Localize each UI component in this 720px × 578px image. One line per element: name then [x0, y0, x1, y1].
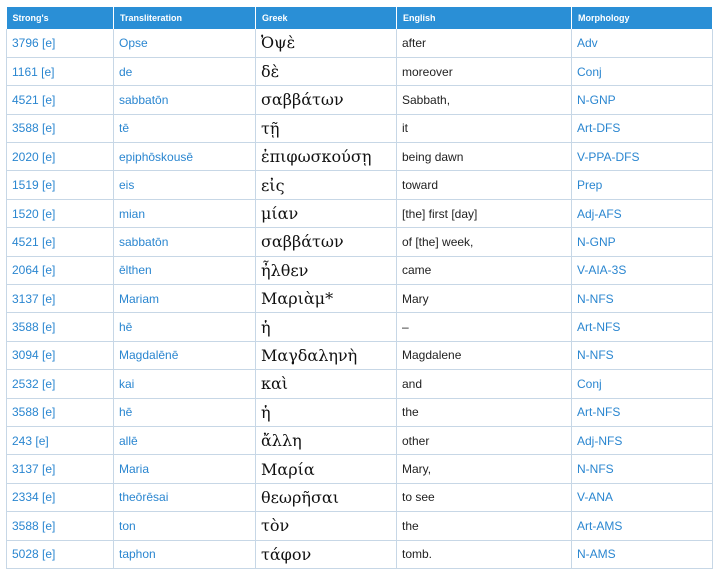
morphology-link[interactable]: Conj — [572, 57, 713, 85]
greek-word: εἰς — [256, 171, 397, 199]
transliteration-link[interactable]: sabbatōn — [114, 228, 256, 256]
english-gloss: toward — [397, 171, 572, 199]
strongs-link[interactable]: 2334 [e] — [7, 483, 114, 511]
english-gloss: to see — [397, 483, 572, 511]
table-row — [7, 426, 713, 454]
transliteration-link[interactable]: Maria — [114, 455, 256, 483]
transliteration-link[interactable]: Magdalēnē — [114, 341, 256, 369]
greek-word: ἄλλη — [256, 426, 397, 454]
transliteration-link[interactable]: ēlthen — [114, 256, 256, 284]
table-row — [7, 285, 713, 313]
table-row — [7, 313, 713, 341]
english-gloss: the — [397, 512, 572, 540]
header-english: English — [397, 7, 572, 29]
english-gloss: being dawn — [397, 143, 572, 171]
strongs-link[interactable]: 243 [e] — [7, 426, 114, 454]
table-row — [7, 540, 713, 568]
table-row — [7, 143, 713, 171]
transliteration-link[interactable]: tē — [114, 114, 256, 142]
english-gloss: [the] first [day] — [397, 199, 572, 227]
english-gloss: Magdalene — [397, 341, 572, 369]
greek-word: Μαριὰμ* — [256, 285, 397, 313]
english-gloss: other — [397, 426, 572, 454]
morphology-link[interactable]: N-NFS — [572, 341, 713, 369]
greek-word: σαββάτων — [256, 86, 397, 114]
morphology-link[interactable]: Art-AMS — [572, 512, 713, 540]
greek-word: Μαγδαληνὴ — [256, 341, 397, 369]
morphology-link[interactable]: V-AIA-3S — [572, 256, 713, 284]
strongs-link[interactable]: 2532 [e] — [7, 370, 114, 398]
greek-word: τάφον — [256, 540, 397, 568]
greek-word: τῇ — [256, 114, 397, 142]
transliteration-link[interactable]: mian — [114, 199, 256, 227]
english-gloss: – — [397, 313, 572, 341]
morphology-link[interactable]: N-NFS — [572, 455, 713, 483]
transliteration-link[interactable]: Opse — [114, 29, 256, 57]
table-row — [7, 512, 713, 540]
header-greek: Greek — [256, 7, 397, 29]
table-row — [7, 398, 713, 426]
table-row — [7, 256, 713, 284]
transliteration-link[interactable]: allē — [114, 426, 256, 454]
english-gloss: after — [397, 29, 572, 57]
transliteration-link[interactable]: de — [114, 57, 256, 85]
strongs-link[interactable]: 4521 [e] — [7, 86, 114, 114]
greek-word: δὲ — [256, 57, 397, 85]
strongs-link[interactable]: 3137 [e] — [7, 455, 114, 483]
morphology-link[interactable]: Adv — [572, 29, 713, 57]
greek-word: ἦλθεν — [256, 256, 397, 284]
morphology-link[interactable]: Prep — [572, 171, 713, 199]
strongs-link[interactable]: 3588 [e] — [7, 512, 114, 540]
greek-word: μίαν — [256, 199, 397, 227]
strongs-link[interactable]: 1520 [e] — [7, 199, 114, 227]
english-gloss: Sabbath, — [397, 86, 572, 114]
table-row — [7, 114, 713, 142]
greek-word: ἡ — [256, 398, 397, 426]
greek-word: ἐπιφωσκούσῃ — [256, 143, 397, 171]
greek-word: τὸν — [256, 512, 397, 540]
transliteration-link[interactable]: hē — [114, 313, 256, 341]
morphology-link[interactable]: N-NFS — [572, 285, 713, 313]
english-gloss: and — [397, 370, 572, 398]
strongs-link[interactable]: 3588 [e] — [7, 114, 114, 142]
strongs-link[interactable]: 2020 [e] — [7, 143, 114, 171]
table-row — [7, 370, 713, 398]
greek-word: σαββάτων — [256, 228, 397, 256]
english-gloss: it — [397, 114, 572, 142]
strongs-link[interactable]: 1161 [e] — [7, 57, 114, 85]
transliteration-link[interactable]: kai — [114, 370, 256, 398]
morphology-link[interactable]: Adj-AFS — [572, 199, 713, 227]
table-header — [7, 7, 713, 29]
morphology-link[interactable]: N-AMS — [572, 540, 713, 568]
strongs-link[interactable]: 3094 [e] — [7, 341, 114, 369]
morphology-link[interactable]: V-PPA-DFS — [572, 143, 713, 171]
header-morphology: Morphology — [572, 7, 713, 29]
strongs-link[interactable]: 2064 [e] — [7, 256, 114, 284]
morphology-link[interactable]: Adj-NFS — [572, 426, 713, 454]
morphology-link[interactable]: Art-NFS — [572, 398, 713, 426]
strongs-link[interactable]: 1519 [e] — [7, 171, 114, 199]
english-gloss: of [the] week, — [397, 228, 572, 256]
english-gloss: tomb. — [397, 540, 572, 568]
greek-word: ἡ — [256, 313, 397, 341]
strongs-link[interactable]: 3137 [e] — [7, 285, 114, 313]
table-row — [7, 57, 713, 85]
table-row — [7, 29, 713, 57]
morphology-link[interactable]: Art-DFS — [572, 114, 713, 142]
strongs-link[interactable]: 3588 [e] — [7, 398, 114, 426]
transliteration-link[interactable]: hē — [114, 398, 256, 426]
transliteration-link[interactable]: Mariam — [114, 285, 256, 313]
english-gloss: the — [397, 398, 572, 426]
strongs-link[interactable]: 4521 [e] — [7, 228, 114, 256]
greek-word: θεωρῆσαι — [256, 483, 397, 511]
header-transliteration: Transliteration — [114, 7, 256, 29]
morphology-link[interactable]: Art-NFS — [572, 313, 713, 341]
transliteration-link[interactable]: eis — [114, 171, 256, 199]
table-body — [7, 29, 713, 568]
greek-word: Ὀψὲ — [256, 29, 397, 57]
transliteration-link[interactable]: sabbatōn — [114, 86, 256, 114]
interlinear-table — [6, 7, 713, 569]
table-row — [7, 199, 713, 227]
table-row — [7, 228, 713, 256]
table-row — [7, 86, 713, 114]
table-row — [7, 171, 713, 199]
transliteration-link[interactable]: epiphōskousē — [114, 143, 256, 171]
table-row — [7, 341, 713, 369]
transliteration-link[interactable]: theōrēsai — [114, 483, 256, 511]
english-gloss: came — [397, 256, 572, 284]
english-gloss: Mary, — [397, 455, 572, 483]
morphology-link[interactable]: N-GNP — [572, 86, 713, 114]
morphology-link[interactable]: Conj — [572, 370, 713, 398]
header-row — [7, 7, 713, 29]
transliteration-link[interactable]: ton — [114, 512, 256, 540]
strongs-link[interactable]: 3588 [e] — [7, 313, 114, 341]
greek-word: καὶ — [256, 370, 397, 398]
transliteration-link[interactable]: taphon — [114, 540, 256, 568]
table-row — [7, 455, 713, 483]
english-gloss: moreover — [397, 57, 572, 85]
strongs-link[interactable]: 5028 [e] — [7, 540, 114, 568]
morphology-link[interactable]: V-ANA — [572, 483, 713, 511]
header-strongs: Strong's — [7, 7, 114, 29]
english-gloss: Mary — [397, 285, 572, 313]
greek-word: Μαρία — [256, 455, 397, 483]
strongs-link[interactable]: 3796 [e] — [7, 29, 114, 57]
table-row — [7, 483, 713, 511]
morphology-link[interactable]: N-GNP — [572, 228, 713, 256]
